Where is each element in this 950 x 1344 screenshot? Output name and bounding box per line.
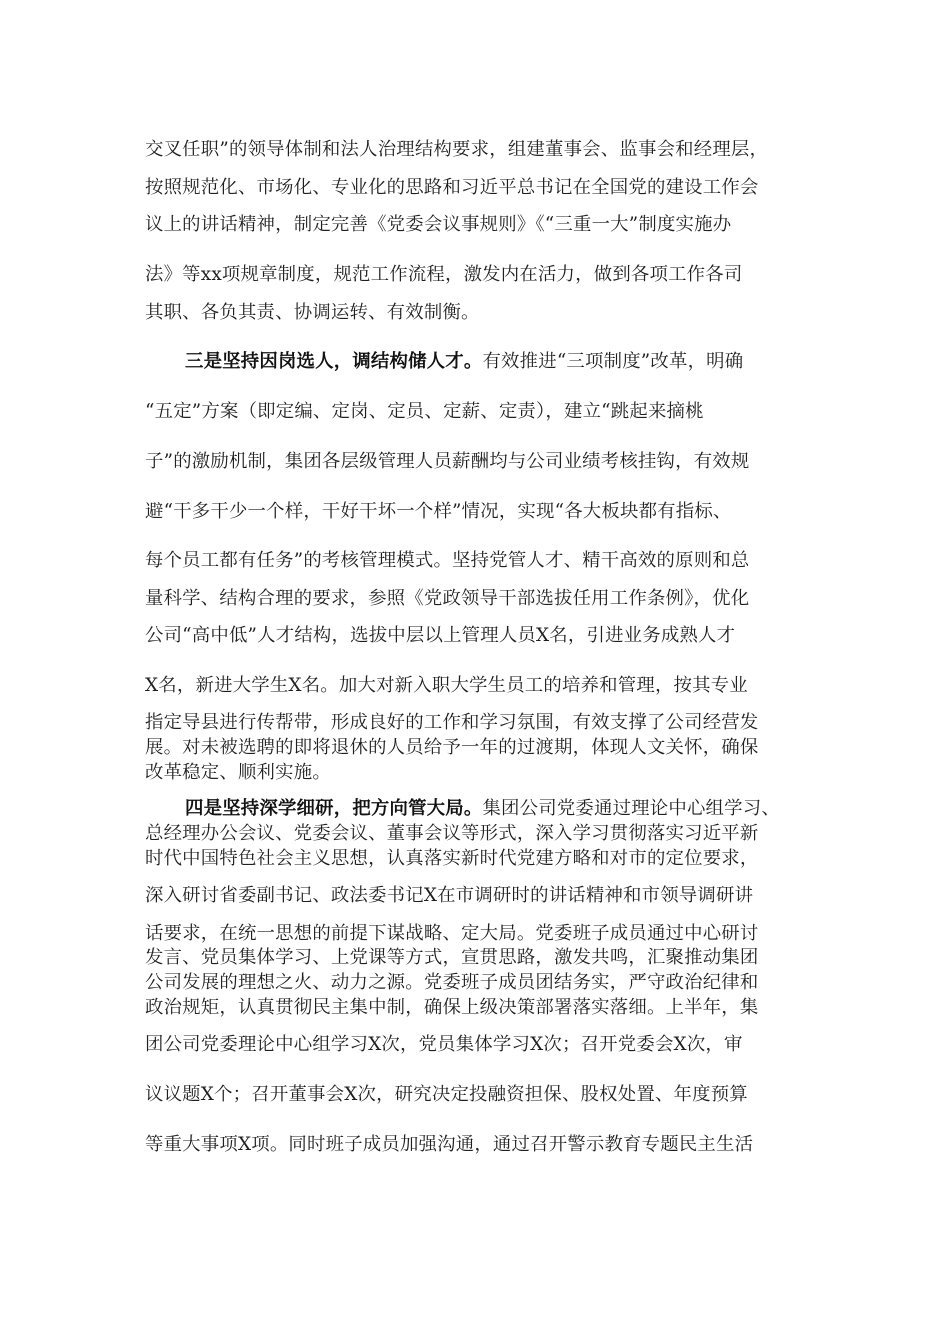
text-line: 话要求，在统一思想的前提下谋战略、定大局。党委班子成员通过中心研讨 <box>145 923 759 944</box>
text-line: 交叉任职”的领导体制和法人治理结构要求，组建董事会、监事会和经理层， <box>145 139 769 160</box>
text-line: 总经理办公会议、党委会议、董事会议等形式，深入学习贯彻落实习近平新 <box>145 823 759 844</box>
text-line: 子”的激励机制，集团各层级管理人员薪酬均与公司业绩考核挂钩，有效规 <box>145 451 750 472</box>
text-line: 等重大事项X项。同时班子成员加强沟通，通过召开警示教育专题民主生活 <box>145 1134 754 1155</box>
text-line: 深入研讨省委副书记、政法委书记X在市调研时的讲话精神和市领导调研讲 <box>145 885 754 906</box>
paragraph-first-line-text: 集团公司党委通过理论中心组学习、 <box>482 798 780 819</box>
paragraph-lead-heading: 四是坚持深学细研，把方向管大局。 <box>185 798 483 819</box>
paragraph-first-line <box>185 797 810 821</box>
text-line: 法》等xx项规章制度，规范工作流程，激发内在活力，做到各项工作各司 <box>145 264 743 285</box>
text-line: 时代中国特色社会主义思想，认真落实新时代党建方略和对市的定位要求， <box>145 848 759 869</box>
text-line: 改革稳定、顺利实施。 <box>145 762 331 783</box>
text-line: X名，新进大学生X名。加大对新入职大学生员工的培养和管理，按其专业 <box>145 675 748 696</box>
text-line: 量科学、结构合理的要求，参照《党政领导干部选拔任用工作条例》，优化 <box>145 588 750 609</box>
text-line: 团公司党委理论中心组学习X次，党员集体学习X次；召开党委会X次，审 <box>145 1034 743 1055</box>
text-line: 议议题X个；召开董事会X次，研究决定投融资担保、股权处置、年度预算 <box>145 1084 748 1105</box>
text-line: 其职、各负其责、协调运转、有效制衡。 <box>145 302 480 323</box>
text-line: 指定导县进行传帮带，形成良好的工作和学习氛围，有效支撑了公司经营发 <box>145 712 759 733</box>
text-line: 公司发展的理想之火、动力之源。党委班子成员团结务实，严守政治纪律和 <box>145 972 759 993</box>
text-line: 按照规范化、市场化、专业化的思路和习近平总书记在全国党的建设工作会 <box>145 177 759 198</box>
text-line: 展。对未被选聘的即将退休的人员给予一年的过渡期，体现人文关怀，确保 <box>145 737 759 758</box>
text-line: “五定”方案（即定编、定岗、定员、定薪、定责），建立“跳起来摘桃 <box>145 401 704 422</box>
paragraph-first-line <box>185 350 810 374</box>
text-line: 政治规矩，认真贯彻民主集中制，确保上级决策部署落实落细。上半年，集 <box>145 997 759 1018</box>
paragraph-first-line-text: 有效推进“三项制度”改革，明确 <box>482 351 744 372</box>
paragraph-lead-heading: 三是坚持因岗选人，调结构储人才。 <box>185 351 483 372</box>
text-line: 每个员工都有任务”的考核管理模式。坚持党管人才、精干高效的原则和总 <box>145 550 750 571</box>
text-line: 公司“高中低”人才结构，选拔中层以上管理人员X名，引进业务成熟人才 <box>145 625 736 646</box>
text-line: 避“干多干少一个样，干好干坏一个样”情况，实现“各大板块都有指标、 <box>145 501 732 522</box>
text-line: 发言、党员集体学习、上党课等方式，宣贯思路，激发共鸣，汇聚推动集团 <box>145 947 759 968</box>
text-line: 议上的讲话精神，制定完善《党委会议事规则》《“三重一大”制度实施办 <box>145 214 732 235</box>
